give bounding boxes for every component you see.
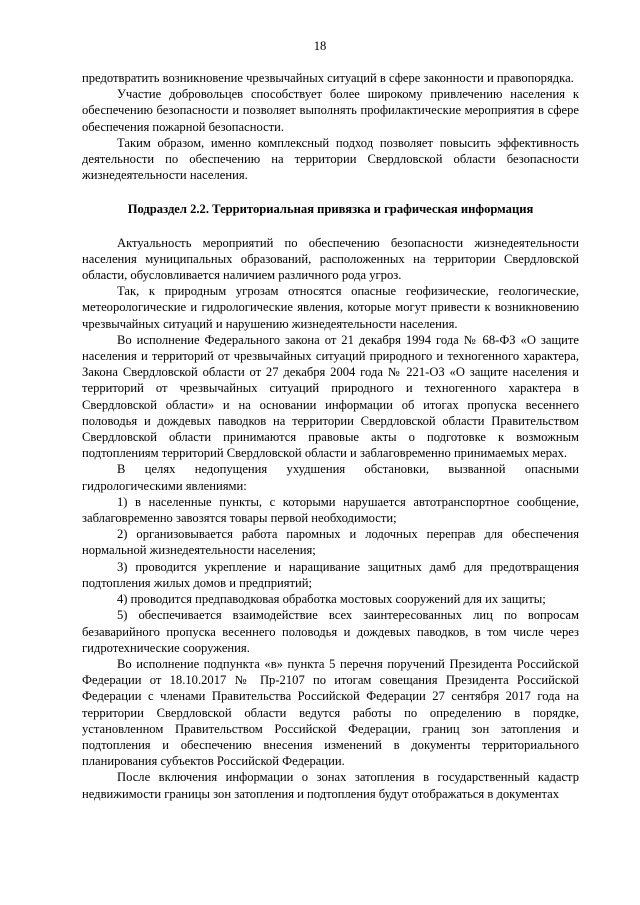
paragraph-measures-intro: В целях недопущения ухудшения обстановки, вызванной опасными гидрологическими явлениями: — [82, 462, 579, 493]
paragraph-complex-approach: Таким образом, именно комплексный подход позволяет повысить эффективность деятельности по обеспечению на территории Свердловской области безопасности жизнедеятельности населения. — [82, 135, 579, 183]
paragraph-natural-threats: Так, к природным угрозам относятся опасные геофизические, геологические, метеорологические и гидрологические явления, которые могут привести к возникновению чрезвычайных ситуаций и нарушению жизнедеятельности населения. — [82, 284, 579, 331]
section-heading: Подраздел 2.2. Территориальная привязка и графическая информация — [127, 202, 534, 217]
paragraph-volunteers: Участие добровольцев способствует более широкому привлечению населения к обеспечению безопасности и позволяет выполнять профилактические мероприятия в сфере обеспечения пожарной безопасности. — [82, 87, 579, 134]
paragraph-continuation: предотвратить возникновение чрезвычайных ситуаций в сфере законности и правопорядка. — [82, 71, 574, 85]
list-item-2: 2) организовывается работа паромных и лодочных переправ для обеспечения нормальной жизнедеятельности населения; — [82, 527, 579, 558]
page-content — [82, 70, 579, 802]
list-item-1: 1) в населенные пункты, с которыми нарушается автотранспортное сообщение, заблаговременно завозятся товары первой необходимости; — [82, 494, 579, 526]
paragraph-federal-law: Во исполнение Федерального закона от 21 декабря 1994 года № 68-ФЗ «О защите населения и территорий от чрезвычайных ситуаций природного и техногенного характера, Закона Свердловской области от 27 декабря 2004 года № 221-ОЗ «О защите населения и территорий от чрезвычайных ситуаций природного и техногенного характера в Свердловской области» и на основании информации об итогах пропуска весеннего половодья и дождевых паводков на территории Свердловской области Правительством Свердловской области принимаются правовые акты о подготовке к возможным подтоплениям территорий Свердловской области и заблаговременно принимаемых мерах. — [82, 332, 579, 461]
paragraph-president-order: Во исполнение подпункта «в» пункта 5 перечня поручений Президента Российской Федерации от 18.10.2017 № Пр-2107 по итогам совещания Президента Российской Федерации с членами Правительства Российской Федерации 27 сентября 2017 года на территории Свердловской области ведутся работы по определению в порядке, установленном Правительством Российской Федерации, границ зон затопления и подтопления и обеспечению внесения изменений в документы территориального планирования субъектов Российской Федерации. — [82, 656, 579, 769]
list-item-5: 5) обеспечивается взаимодействие всех заинтересованных лиц по вопросам безаварийного пропуска весеннего половодья и дождевых паводков, в том числе через гидротехнические сооружения. — [82, 608, 579, 655]
page-number: 18 — [313, 39, 327, 53]
paragraph-relevance: Актуальность мероприятий по обеспечению безопасности жизнедеятельности населения муниципальных образований, расположенных на территории Свердловской области, обусловливается наличием различного рода угроз. — [82, 235, 579, 283]
paragraph-cadastre: После включения информации о зонах затопления в государственный кадастр недвижимости границы зон затопления и подтопления будут отображаться в документах — [82, 770, 579, 801]
list-item-3: 3) проводится укрепление и наращивание защитных дамб для предотвращения подтопления жилых домов и предприятий; — [82, 559, 579, 590]
list-item-4: 4) проводится предпаводковая обработка мостовых сооружений для их защиты; — [117, 592, 546, 607]
